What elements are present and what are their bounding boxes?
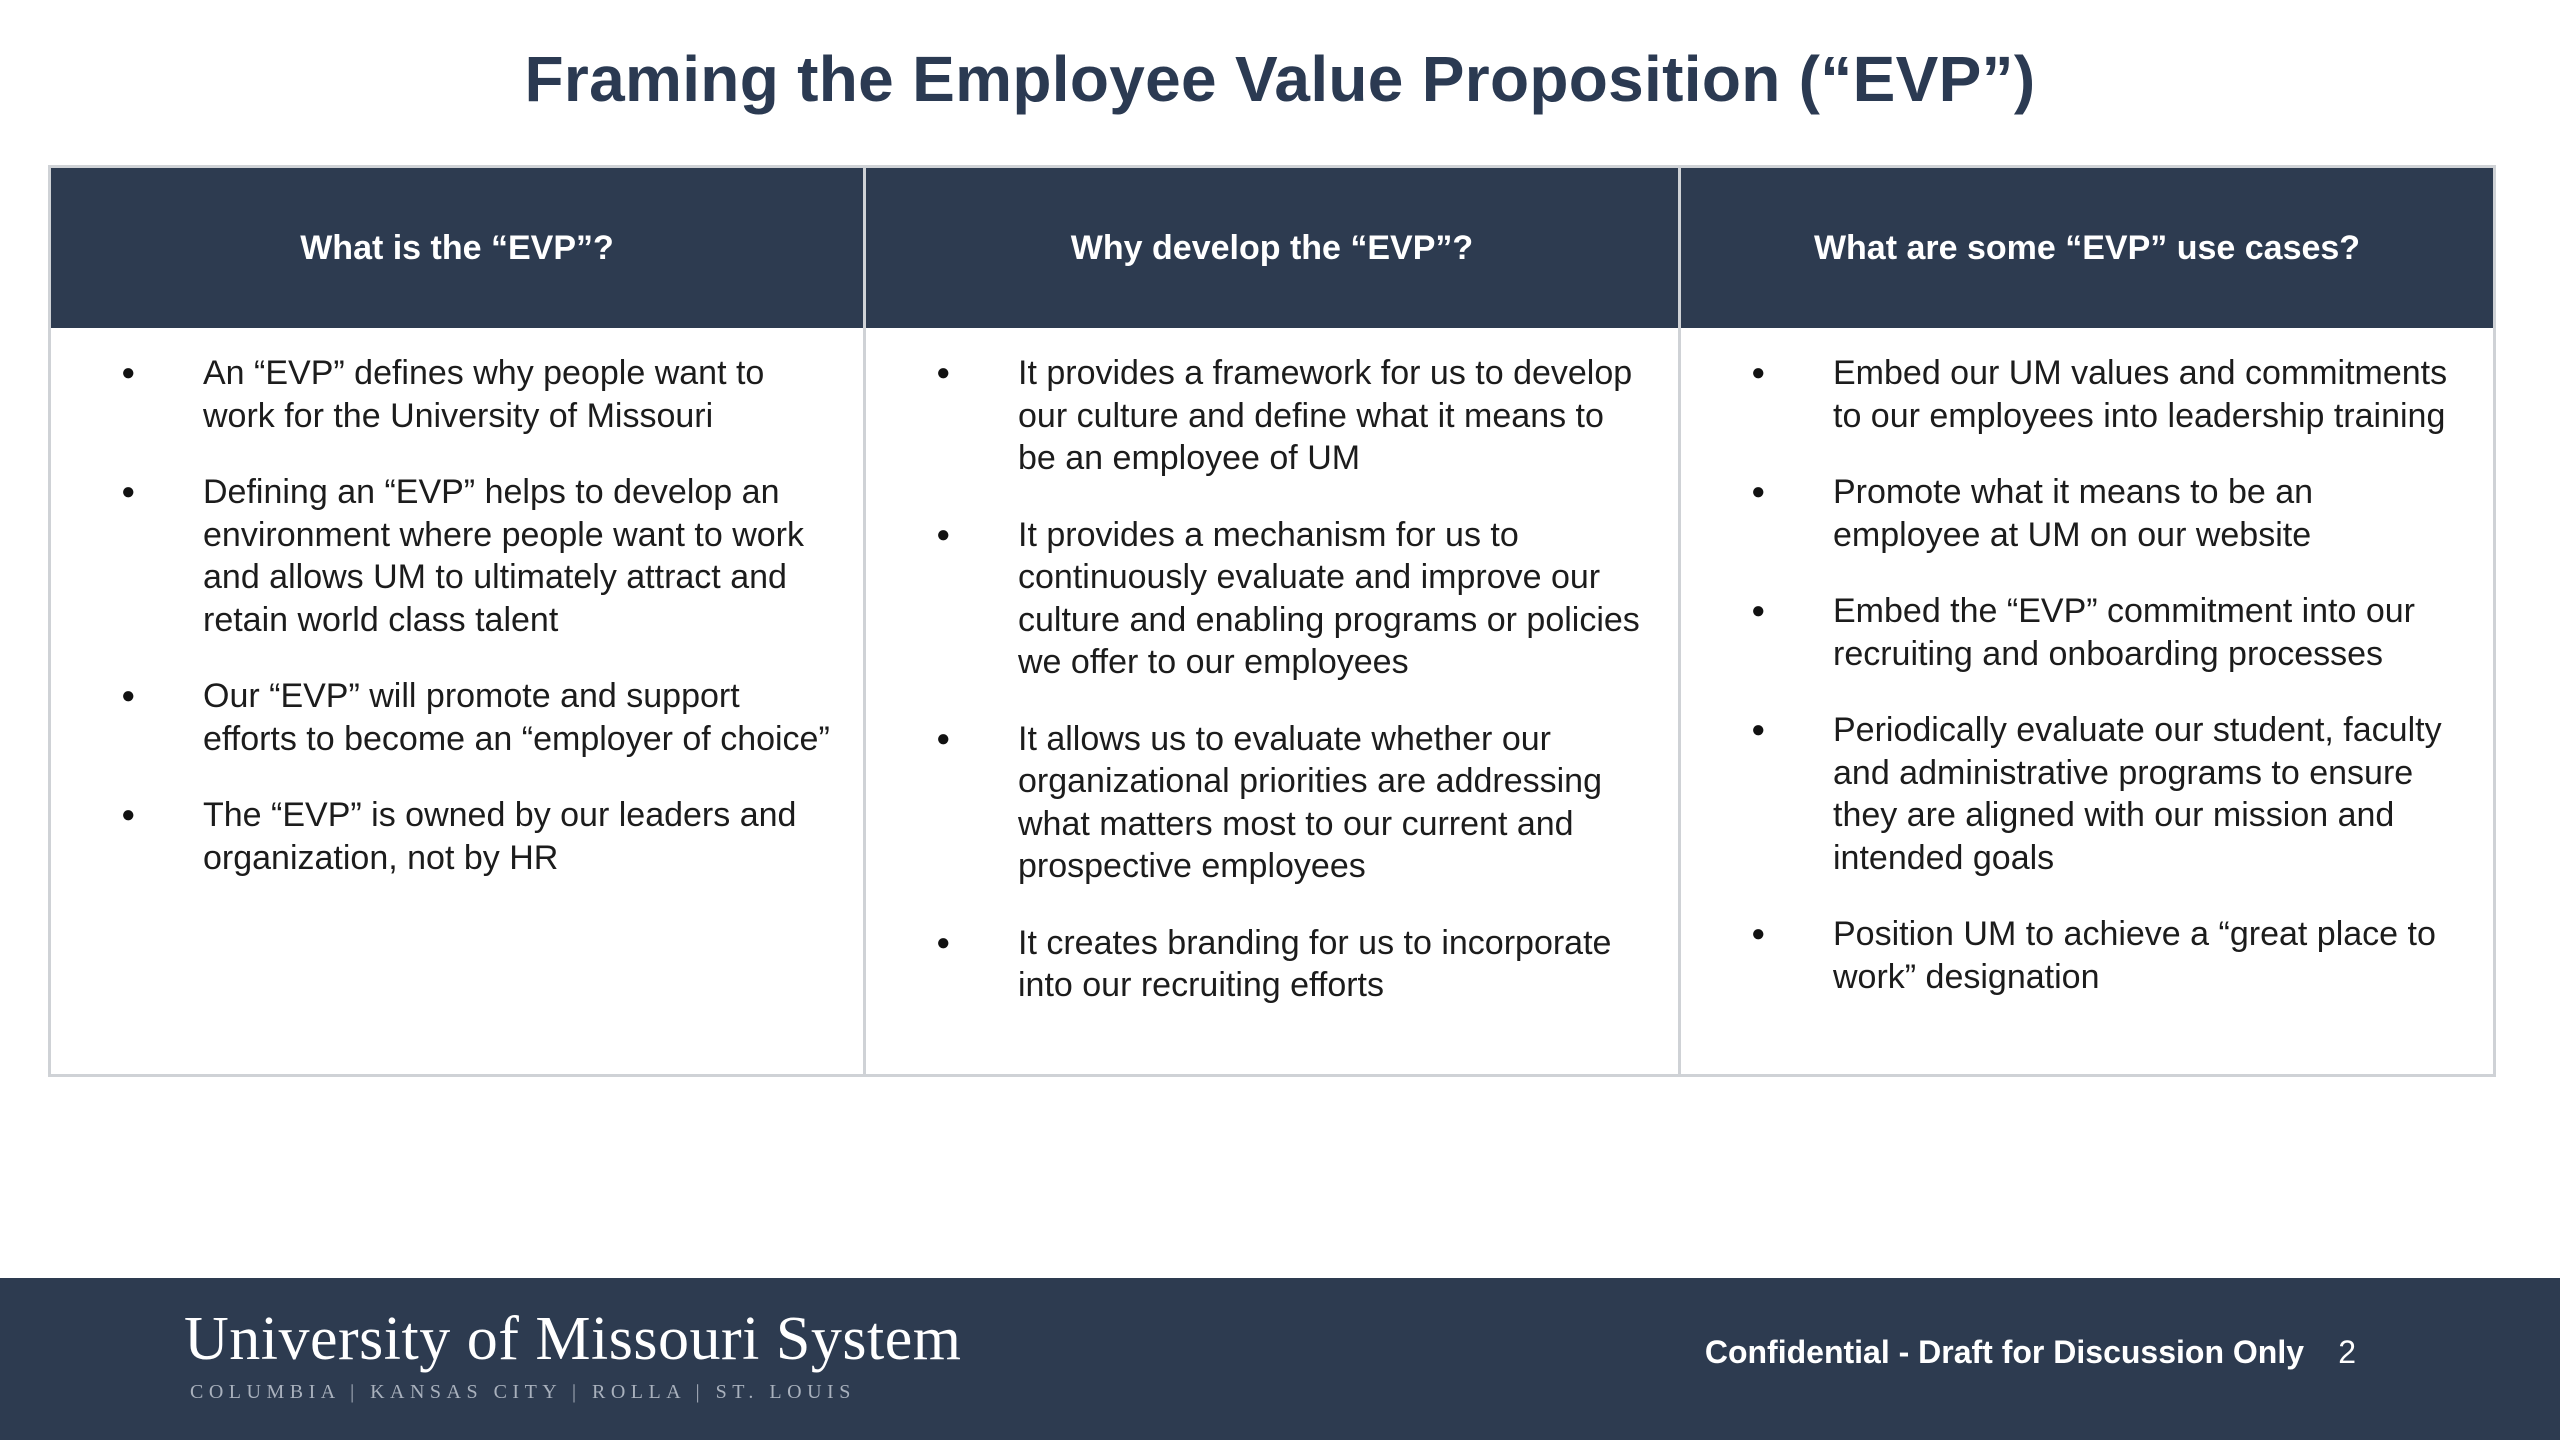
bullet-item: ● Embed our UM values and commitments to our employees into leadership training [1681, 352, 2463, 437]
bullet-item: ● Our “EVP” will promote and support efforts to become an “employer of choice” [51, 675, 833, 760]
page-number: 2 [2338, 1334, 2356, 1370]
evp-table [48, 165, 2496, 1077]
footer-bar [0, 1278, 2560, 1440]
bullet-item: ● It provides a framework for us to develop our culture and define what it means to be an employee of UM [866, 352, 1648, 480]
bullet-list [866, 352, 1648, 1007]
column-body [51, 328, 863, 1074]
bullet-list [1681, 352, 2463, 998]
column-body [1681, 328, 2493, 1074]
bullet-item: ● Promote what it means to be an employee at UM on our website [1681, 471, 2463, 556]
university-logo-campuses: COLUMBIA | KANSAS CITY | ROLLA | ST. LOUIS [190, 1381, 856, 1403]
column-header: Why develop the “EVP”? [866, 168, 1678, 328]
column-why-develop-evp [866, 168, 1681, 1074]
bullet-item: ● It allows us to evaluate whether our organizational priorities are addressing what matters most to our current and prospective employees [866, 718, 1648, 888]
bullet-item: ● An “EVP” defines why people want to work for the University of Missouri [51, 352, 833, 437]
bullet-item: ● Embed the “EVP” commitment into our recruiting and onboarding processes [1681, 590, 2463, 675]
column-body [866, 328, 1678, 1074]
confidential-notice: Confidential - Draft for Discussion Only [1704, 1334, 2304, 1370]
bullet-item: ● Position UM to achieve a “great place to work” designation [1681, 913, 2463, 998]
column-evp-use-cases [1681, 168, 2493, 1074]
bullet-item: ● It creates branding for us to incorporate into our recruiting efforts [866, 922, 1648, 1007]
bullet-item: ● Periodically evaluate our student, faculty and administrative programs to ensure they are aligned with our mission and intended goals [1681, 709, 2463, 879]
bullet-item: ● It provides a mechanism for us to continuously evaluate and improve our culture and enabling programs or policies we offer to our employees [866, 514, 1648, 684]
bullet-item: ● Defining an “EVP” helps to develop an environment where people want to work and allows UM to ultimately attract and retain world class talent [51, 471, 833, 641]
bullet-item: ● The “EVP” is owned by our leaders and organization, not by HR [51, 794, 833, 879]
university-logo-wordmark: University of Missouri System [184, 1305, 962, 1373]
column-what-is-evp [51, 168, 866, 1074]
column-header: What is the “EVP”? [51, 168, 863, 328]
column-header: What are some “EVP” use cases? [1681, 168, 2493, 328]
slide-title: Framing the Employee Value Proposition (“EVP”) [524, 43, 2036, 115]
bullet-list [51, 352, 833, 879]
